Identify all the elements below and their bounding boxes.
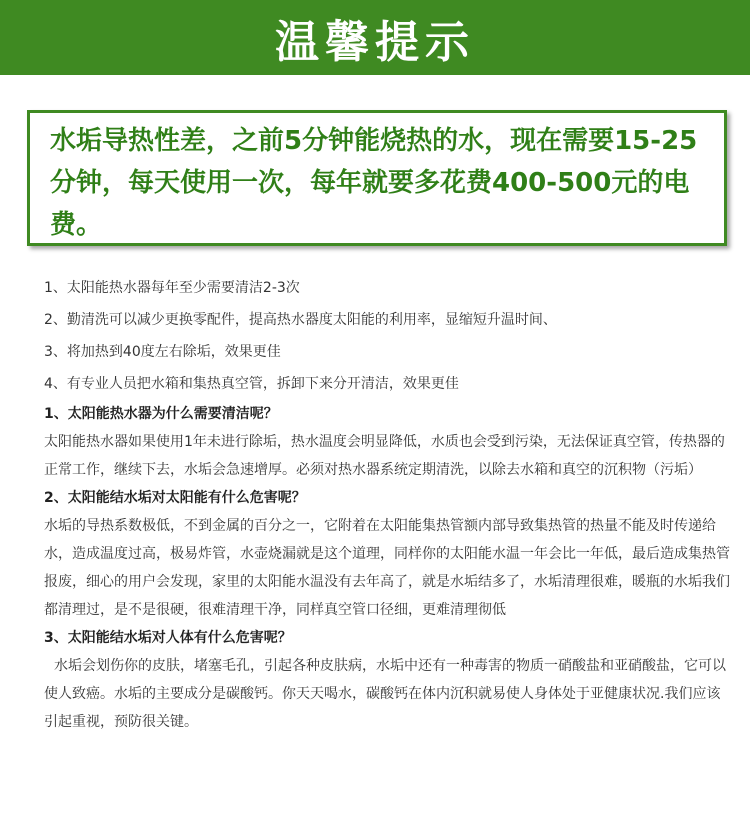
question-title: 2、太阳能结水垢对太阳能有什么危害呢？	[44, 490, 306, 506]
notice-box	[27, 110, 727, 246]
answer-text: 水垢的导热系数极低，不到金属的百分之一，它附着在太阳能集热管额内部导致集热管的热量不能及时传递给水，造成温度过高，极易炸管，水壶烧漏就是这个道理，同样你的太阳能水温一年会比一年低，最后造成集热管报废，细心的用户会发现，家里的太阳能水温没有去年高了，就是水垢结多了，水垢清理很难，暖瓶的水垢我们都清理过，是不是很硬，很难清理干净，同样真空管口径细，更难清理彻低	[44, 518, 730, 618]
question-title: 1、太阳能热水器为什么需要清洁呢？	[44, 406, 278, 422]
tip-item: 1、太阳能热水器每年至少需要清洁2-3次	[44, 280, 300, 296]
qa-section	[44, 400, 734, 736]
answer-text: 水垢会划伤你的皮肤，堵塞毛孔，引起各种皮肤病，水垢中还有一种毒害的物质一硝酸盐和亚硝酸盐，它可以使人致癌。水垢的主要成分是碳酸钙。你天天喝水，碳酸钙在体内沉积就易使人身体处于亚健康状况.我们应该引起重视，预防很关键。	[44, 658, 726, 730]
question-title: 3、太阳能结水垢对人体有什么危害呢？	[44, 630, 292, 646]
tip-item: 2、勤清洗可以减少更换零配件，提高热水器度太阳能的利用率，显缩短升温时间、	[44, 312, 557, 328]
tip-item: 3、将加热到40度左右除垢，效果更佳	[44, 344, 281, 360]
notice-text: 水垢导热性差，之前5分钟能烧热的水，现在需要15-25分钟，每天使用一次，每年就要多花费400-500元的电费。	[50, 126, 698, 240]
header-banner	[0, 0, 750, 75]
tips-list	[44, 272, 734, 400]
banner-title: 温馨提示	[275, 16, 475, 68]
tip-item: 4、有专业人员把水箱和集热真空管，拆卸下来分开清洁，效果更佳	[44, 376, 459, 392]
answer-text: 太阳能热水器如果使用1年未进行除垢，热水温度会明显降低，水质也会受到污染，无法保证真空管，传热器的正常工作，继续下去，水垢会急速增厚。必须对热水器系统定期清洗，以除去水箱和真空的沉积物（污垢）	[44, 434, 725, 478]
